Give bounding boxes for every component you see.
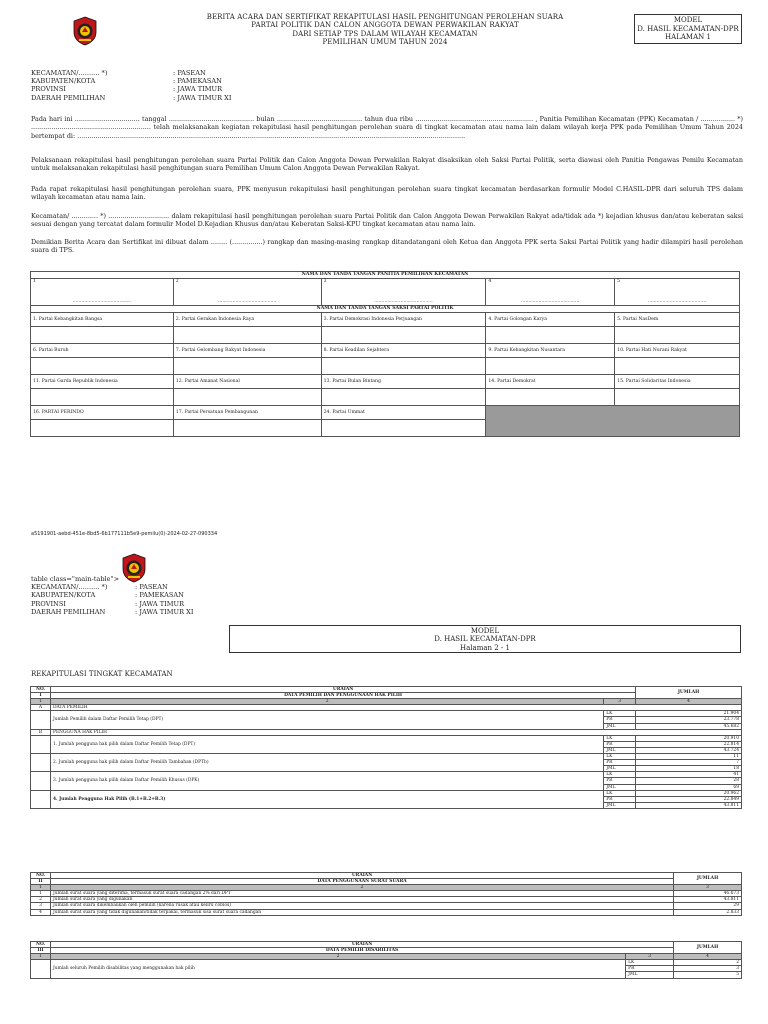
column-number: 1	[31, 885, 51, 891]
ppk-number: 1	[33, 279, 36, 284]
party-label: 6. Partai Buruh	[31, 344, 174, 358]
identity-value: : JAWA TIMUR XI	[135, 607, 194, 616]
col-header-no: NO.	[31, 873, 51, 879]
party-label: 11. Partai Garda Republik Indonesia	[31, 375, 174, 389]
party-label: 15. Partai Solidaritas Indonesia	[615, 375, 740, 389]
party-label: 4. Partai Golongan Karya	[486, 313, 615, 327]
document-hash: a5191901-aebd-451e-8bd5-6b177111b5e9-pemilu(0)-2024-02-27-090334	[31, 531, 218, 537]
identity-value: : PAMEKASAN	[173, 77, 222, 86]
col-header-jumlah: JUMLAH	[674, 942, 742, 954]
col-header-no: NO.	[31, 942, 51, 948]
identity-value: : PASEAN	[135, 583, 168, 592]
ppk-dots: ........................................	[72, 299, 132, 304]
value-cell: 43.811	[674, 897, 742, 903]
row-label: 3. Jumlah pengguna hak pilih dalam Daftar Pemilih Khusus (DPK)	[50, 772, 603, 790]
rekap-title: REKAPITULASI TINGKAT KECAMATAN	[31, 670, 173, 678]
model-box	[634, 14, 742, 44]
pr-label: PR	[604, 778, 636, 784]
model-line: MODEL	[470, 627, 500, 635]
saksi-signature-cell[interactable]	[321, 420, 486, 437]
ppk-dots: ........................................	[647, 299, 707, 304]
saksi-signature-cell[interactable]	[321, 327, 486, 344]
identity-label: KECAMATAN/.......... *)	[31, 69, 108, 77]
lk-label: LK	[604, 711, 636, 717]
col-header-uraian: URAIAN	[50, 942, 673, 948]
jml-label: JML	[604, 766, 636, 772]
paragraph-opening: Pada hari ini ................................ tanggal .......................................... bulan .......................................... tahun dua ribu .......................................................... , Panitia Pemilihan Kecamatan (PPK) Kecamatan / ................. *) ........................................................... telah melaksanakan kegiatan rekapitulasi hasil penghitungan perolehan suara di tingkat kecamatan atau nama lain dalam wilayah kerja PPK pada Pemilihan Umum Tahun 2024 bertempat di: ...............................................................................................................................................................................................	[31, 115, 743, 140]
pr-label: PR	[604, 796, 636, 802]
value-cell: 22.814	[636, 741, 742, 747]
col-header-jumlah: JUMLAH	[674, 873, 742, 885]
column-number: 3	[626, 954, 674, 960]
pr-label: PR	[626, 966, 674, 972]
identity-label: KABUPATEN/KOTA	[31, 591, 96, 600]
row-label: 2. Jumlah pengguna hak pilih dalam Daftar Pemilih Tambahan (DPTb)	[50, 754, 603, 772]
section-no: III	[31, 948, 51, 954]
value-cell: 20.910	[636, 735, 742, 741]
lk-label: LK	[604, 754, 636, 760]
sub-section-no: B	[31, 729, 51, 735]
row-no: 1	[31, 891, 51, 897]
ppk-signature-cell[interactable]	[31, 279, 174, 306]
ppk-dots: ........................................	[374, 299, 433, 304]
kpu-logo-icon	[72, 16, 98, 46]
paragraph-penutup: Demikian Berita Acara dan Sertifikat ini dibuat dalam ........ (...............) rangkap dan masing-masing rangkap ditandatangani oleh Ketua dan Anggota PPK serta Saksi Partai Politik yang hadir dilampiri hasil perolehan suara di TPS.	[31, 238, 743, 255]
saksi-signature-cell[interactable]	[31, 420, 174, 437]
model-line: HALAMAN 1	[665, 33, 711, 42]
row-label: Jumlah Pemilih dalam Daftar Pemilih Tetap (DPT)	[50, 711, 603, 729]
model-line: D. HASIL KECAMATAN-DPR	[637, 24, 739, 33]
row-label: Jumlah seluruh Pemilih disabilitas yang menggunakan hak pilih	[50, 960, 625, 978]
party-label: 13. Partai Bulan Bintang	[321, 375, 486, 389]
pr-label: PR	[604, 741, 636, 747]
model-line: MODEL	[673, 16, 703, 24]
identity-label: KABUPATEN/KOTA	[31, 77, 96, 86]
identity-block-page2	[31, 575, 193, 616]
jml-label: JML	[604, 723, 636, 729]
party-label: 9. Partai Kebangkitan Nusantara	[486, 344, 615, 358]
sub-section-no: A	[31, 705, 51, 711]
party-label: 2. Partai Gerakan Indonesia Raya	[173, 313, 321, 327]
saksi-signature-cell[interactable]	[31, 327, 174, 344]
party-label: 8. Partai Keadilan Sejahtera	[321, 344, 486, 358]
identity-label: PROVINSI	[31, 599, 66, 608]
identity-value: : JAWA TIMUR	[173, 85, 223, 94]
paragraph-kejadian: Kecamatan/ ............. *) .............................. dalam rekapitulasi hasil penghitungan perolehan suara Partai Politik dan Calon Anggota Dewan Perwakilan Rakyat ada/tidak ada *) kejadian khusus dan/atau keberatan saksi sesuai dengan yang tercatat dalam formulir Model D.Kejadian Khusus dan/atau Keberatan Saksi-KPU tingkat kecamatan atau nama lain.	[31, 212, 743, 229]
pr-label: PR	[604, 760, 636, 766]
ppk-signature-cell[interactable]	[486, 279, 615, 306]
pr-label: PR	[604, 717, 636, 723]
column-number: 3	[604, 699, 636, 705]
saksi-signature-cell[interactable]	[31, 389, 174, 406]
identity-value: : PAMEKASAN	[135, 591, 184, 600]
saksi-signature-cell[interactable]	[486, 358, 615, 375]
title-line: BERITA ACARA DAN SERTIFIKAT REKAPITULASI HASIL PENGHITUNGAN PEROLEHAN SUARA	[206, 13, 564, 21]
row-no: 2	[31, 897, 51, 903]
ppk-signature-cell[interactable]	[321, 279, 486, 306]
jml-label: JML	[604, 802, 636, 808]
row-no: 3	[31, 903, 51, 909]
ppk-dots: ........................................	[521, 299, 580, 304]
table-surat-suara	[30, 872, 742, 916]
saksi-signature-cell[interactable]	[173, 327, 321, 344]
value-cell: 23.778	[636, 717, 742, 723]
section-title: DATA PENGGUNAAN SURAT SUARA	[50, 879, 673, 885]
identity-label: PROVINSI	[31, 85, 66, 94]
saksi-signature-cell[interactable]	[173, 420, 321, 437]
section-title: DATA PEMILIH DAN PENGGUNAAN HAK PILIH	[50, 693, 635, 699]
col-header-uraian: URAIAN	[50, 687, 635, 693]
saksi-signature-cell[interactable]	[615, 358, 740, 375]
col-header-jumlah: JUMLAH	[636, 687, 742, 699]
lk-label: LK	[604, 772, 636, 778]
column-number: 2	[50, 954, 625, 960]
value-cell: 2	[674, 960, 742, 966]
value-cell: 29	[674, 903, 742, 909]
value-cell: 41	[636, 772, 742, 778]
value-cell: 69	[636, 784, 742, 790]
identity-value: : PASEAN	[173, 69, 206, 77]
identity-block	[31, 69, 231, 102]
party-label: 16. PARTAI PERINDO	[31, 406, 174, 420]
saksi-signature-cell[interactable]	[486, 389, 615, 406]
row-label: Jumlah surat suara yang diterima, termasuk surat suara cadangan 2% dari DPT	[50, 891, 673, 897]
section-title: DATA PEMILIH DISABILITAS	[50, 948, 673, 954]
model-line: Halaman 2 - 1	[460, 643, 510, 652]
ppk-number: 3	[323, 279, 327, 284]
model-box-page2	[229, 625, 741, 653]
row-no: 4	[31, 909, 51, 915]
table-data-pemilih	[30, 686, 742, 809]
saksi-signature-cell[interactable]	[173, 358, 321, 375]
paragraph-saksi: Pelaksanaan rekapitulasi hasil penghitungan perolehan suara Partai Politik dan Calon Anggota Dewan Perwakilan Rakyat disaksikan oleh Saksi Partai Politik, serta diawasi oleh Panitia Pengawas Pemilu Kecamatan untuk melaksanakan rekapitulasi hasil penghitungan suara Pemilihan Umum Calon Anggota Dewan Perwakilan Rakyat.	[31, 156, 743, 173]
value-cell: 43.811	[636, 802, 742, 808]
column-number: 2	[50, 699, 603, 705]
identity-label: KECAMATAN/.......... *)	[31, 583, 108, 592]
value-cell: 7	[636, 760, 742, 766]
value-cell: 28	[636, 778, 742, 784]
value-cell: 11	[636, 754, 742, 760]
stray-markup-text: table class="main-table">	[31, 575, 120, 583]
jml-label: JML	[604, 747, 636, 753]
saksi-signature-cell[interactable]	[486, 327, 615, 344]
column-number: 2	[50, 885, 673, 891]
col-header-no: NO.	[31, 687, 51, 693]
title-line: DARI SETIAP TPS DALAM WILAYAH KECAMATAN	[292, 29, 478, 38]
party-label: 3. Partai Demokrasi Indonesia Perjuangan	[321, 313, 486, 327]
title-line: PEMILIHAN UMUM TAHUN 2024	[322, 38, 448, 47]
ppk-signature-cell[interactable]	[173, 279, 321, 306]
value-cell: 22.849	[636, 796, 742, 802]
saksi-signature-cell[interactable]	[31, 358, 174, 375]
party-label: 24. Partai Ummat	[321, 406, 486, 420]
row-label: Jumlah surat suara yang digunakan	[50, 897, 673, 903]
party-label: 12. Partai Amanat Nasional	[173, 375, 321, 389]
saksi-title: NAMA DAN TANDA TANGAN SAKSI PARTAI POLITIK	[31, 306, 740, 313]
value-cell: 43.724	[636, 747, 742, 753]
column-number: 1	[31, 954, 51, 960]
row-label-total: 4. Jumlah Pengguna Hak Pilih (B.1+B.2+B.3)	[50, 790, 603, 808]
value-cell: 2.833	[674, 909, 742, 915]
value-cell: 18	[636, 766, 742, 772]
row-label: 1. Jumlah pengguna hak pilih dalam Daftar Pemilih Tetap (DPT)	[50, 735, 603, 753]
ppk-signature-cell[interactable]	[615, 279, 740, 306]
unused-gray-cell	[486, 406, 740, 437]
party-label: 7. Partai Gelombang Rakyat Indonesia	[173, 344, 321, 358]
value-cell: 45.682	[636, 723, 742, 729]
lk-label: LK	[604, 735, 636, 741]
paragraph-rapat: Pada rapat rekapitulasi hasil penghitungan perolehan suara, PPK menyusun rekapitulasi hasil penghitungan perolehan suara tingkat kecamatan berdasarkan formulir Model C.HASIL-DPR dari seluruh TPS dalam wilayah kecamatan atau nama lain.	[31, 185, 743, 202]
document-title	[150, 13, 620, 47]
value-cell: 20.962	[636, 790, 742, 796]
model-line: D. HASIL KECAMATAN-DPR	[434, 635, 536, 644]
column-number: 1	[31, 699, 51, 705]
ppk-number: 2	[175, 279, 179, 284]
section-no: II	[31, 879, 51, 885]
lk-label: LK	[626, 960, 674, 966]
sub-section-title: PENGGUNA HAK PILIH	[50, 729, 741, 735]
identity-value: : JAWA TIMUR XI	[173, 93, 232, 102]
value-cell: 3	[674, 966, 742, 972]
lk-label: LK	[604, 790, 636, 796]
value-cell: 21.904	[636, 711, 742, 717]
party-label: 1. Partai Kebangkitan Bangsa	[31, 313, 174, 327]
value-cell: 5	[674, 972, 742, 978]
saksi-signature-cell[interactable]	[321, 389, 486, 406]
value-cell: 46.673	[674, 891, 742, 897]
col-header-uraian: URAIAN	[50, 873, 673, 879]
party-label: 5. Partai NasDem	[615, 313, 740, 327]
signature-table	[30, 271, 740, 437]
column-number: 3	[674, 885, 742, 891]
jml-label: JML	[604, 784, 636, 790]
table-disabilitas	[30, 941, 742, 979]
party-label: 10. Partai Hati Nurani Rakyat	[615, 344, 740, 358]
party-label: 14. Partai Demokrat	[486, 375, 615, 389]
row-label: Jumlah surat suara yang tidak digunakan/tidak terpakai, termasuk sisa surat suara cadangan	[50, 909, 673, 915]
title-line: PARTAI POLITIK DAN CALON ANGGOTA DEWAN PERWAKILAN RAKYAT	[251, 21, 519, 30]
jml-label: JML	[626, 972, 674, 978]
saksi-signature-cell[interactable]	[321, 358, 486, 375]
column-number: 4	[674, 954, 742, 960]
identity-label: DAERAH PEMILIHAN	[31, 93, 106, 102]
saksi-signature-cell[interactable]	[615, 327, 740, 344]
ppk-title: NAMA DAN TANDA TANGAN PANITIA PEMILIHAN KECAMATAN	[31, 272, 740, 279]
saksi-signature-cell[interactable]	[615, 389, 740, 406]
identity-value: : JAWA TIMUR	[135, 599, 185, 608]
identity-label: DAERAH PEMILIHAN	[31, 607, 106, 616]
party-label: 17. Partai Persatuan Pembangunan	[173, 406, 321, 420]
row-label: Jumlah surat suara dikembalikan oleh pemilih (karena rusak atau keliru coblos)	[50, 903, 673, 909]
ppk-dots: ........................................	[217, 299, 277, 304]
column-number: 4	[636, 699, 742, 705]
ppk-number: 5	[617, 279, 621, 284]
section-no: I	[31, 693, 51, 699]
sub-section-title: DATA PEMILIH	[50, 705, 741, 711]
saksi-signature-cell[interactable]	[173, 389, 321, 406]
ppk-number: 4	[488, 279, 492, 284]
